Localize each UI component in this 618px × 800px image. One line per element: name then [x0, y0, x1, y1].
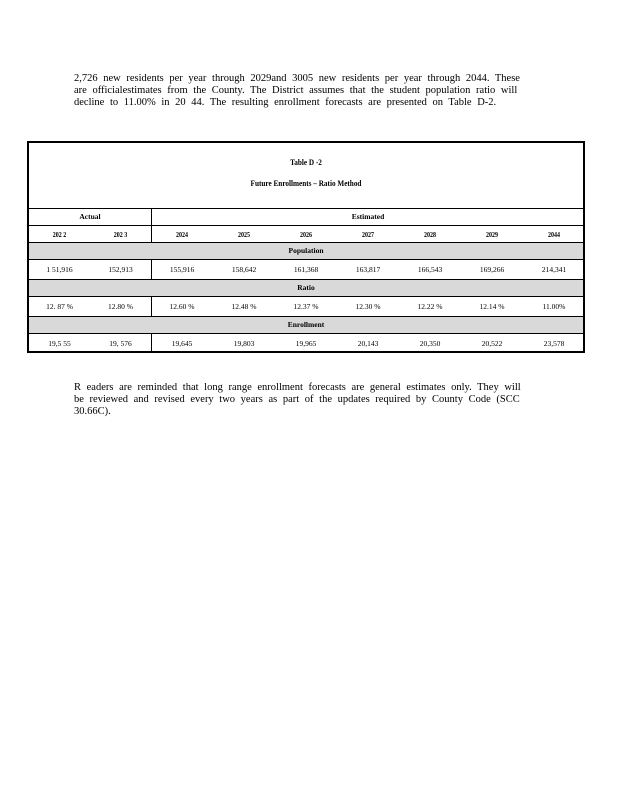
enrollment-cell: 19,965	[295, 339, 317, 348]
closing-paragraph	[74, 382, 542, 418]
population-cell: 161,368	[293, 265, 319, 274]
ratio-cell: 12.80 %	[108, 302, 133, 311]
enrollment-table	[27, 141, 585, 353]
group-actual-label: Actual	[79, 212, 101, 221]
enrollment-cell: 19,5 55	[48, 339, 71, 348]
ratio-row	[29, 297, 583, 316]
closing-line: 30.66C).	[74, 406, 111, 417]
closing-line: be reviewed and revised every two years as part of the updates required by County Code (SCC	[74, 394, 520, 405]
enrollment-cell: 20,350	[419, 339, 441, 348]
section-bar-population: Population	[29, 242, 583, 260]
closing-line: R eaders are reminded that long range enrollment forecasts are general estimates only. They will	[74, 382, 521, 393]
year-cell: 2024	[176, 230, 188, 239]
population-cell: 155,916	[169, 265, 195, 274]
population-cell: 1 51,916	[46, 265, 73, 274]
enrollment-cell: 20,522	[481, 339, 503, 348]
population-cell: 163,817	[355, 265, 381, 274]
ratio-cell: 12.37 %	[293, 302, 319, 311]
intro-line: are officialestimates from the County. The District assumes that the student population ratio will	[74, 85, 518, 96]
population-cell: 158,642	[231, 265, 257, 274]
enrollment-cell: 19,803	[233, 339, 255, 348]
year-cell: 2027	[362, 230, 374, 239]
enrollment-cell: 23,578	[543, 339, 565, 348]
population-cell: 214,341	[541, 265, 567, 274]
enrollment-cell: 20,143	[357, 339, 379, 348]
group-estimated-label: Estimated	[351, 212, 385, 221]
population-cell: 152,913	[108, 265, 133, 274]
intro-line: 2,726 new residents per year through 2029and 3005 new residents per year through 2044. These	[74, 73, 520, 84]
year-cell: 2026	[300, 230, 312, 239]
ratio-cell: 12. 87 %	[46, 302, 73, 311]
column-divider	[151, 208, 152, 242]
year-cell: 2025	[238, 230, 250, 239]
year-cell: 2028	[424, 230, 436, 239]
ratio-cell: 12.14 %	[479, 302, 505, 311]
year-cell: 202 3	[113, 230, 128, 239]
section-bar-enrollment: Enrollment	[29, 316, 583, 334]
year-cell: 202 2	[52, 230, 67, 239]
intro-paragraph	[74, 73, 542, 109]
population-cell: 166,543	[417, 265, 443, 274]
year-cell: 2044	[548, 230, 560, 239]
enrollment-cell: 19,645	[171, 339, 193, 348]
ratio-cell: 12.30 %	[355, 302, 381, 311]
population-row	[29, 260, 583, 279]
table-title: Table D -2	[290, 157, 322, 167]
years-row	[29, 225, 583, 243]
column-divider	[151, 260, 152, 279]
ratio-cell: 12.22 %	[417, 302, 443, 311]
column-divider	[151, 297, 152, 316]
column-divider	[151, 334, 152, 353]
section-bar-ratio: Ratio	[29, 279, 583, 297]
ratio-cell: 12.60 %	[169, 302, 195, 311]
intro-line: decline to 11.00% in 20 44. The resulting enrollment forecasts are presented on Table D-2.	[74, 97, 497, 108]
ratio-cell: 12.48 %	[231, 302, 257, 311]
enrollment-row	[29, 334, 583, 353]
ratio-cell: 11.00%	[542, 302, 566, 311]
population-cell: 169,266	[479, 265, 505, 274]
table-subtitle: Future Enrollments – Ratio Method	[250, 178, 362, 188]
group-header-row	[29, 208, 583, 226]
year-cell: 2029	[486, 230, 498, 239]
enrollment-cell: 19, 576	[109, 339, 132, 348]
